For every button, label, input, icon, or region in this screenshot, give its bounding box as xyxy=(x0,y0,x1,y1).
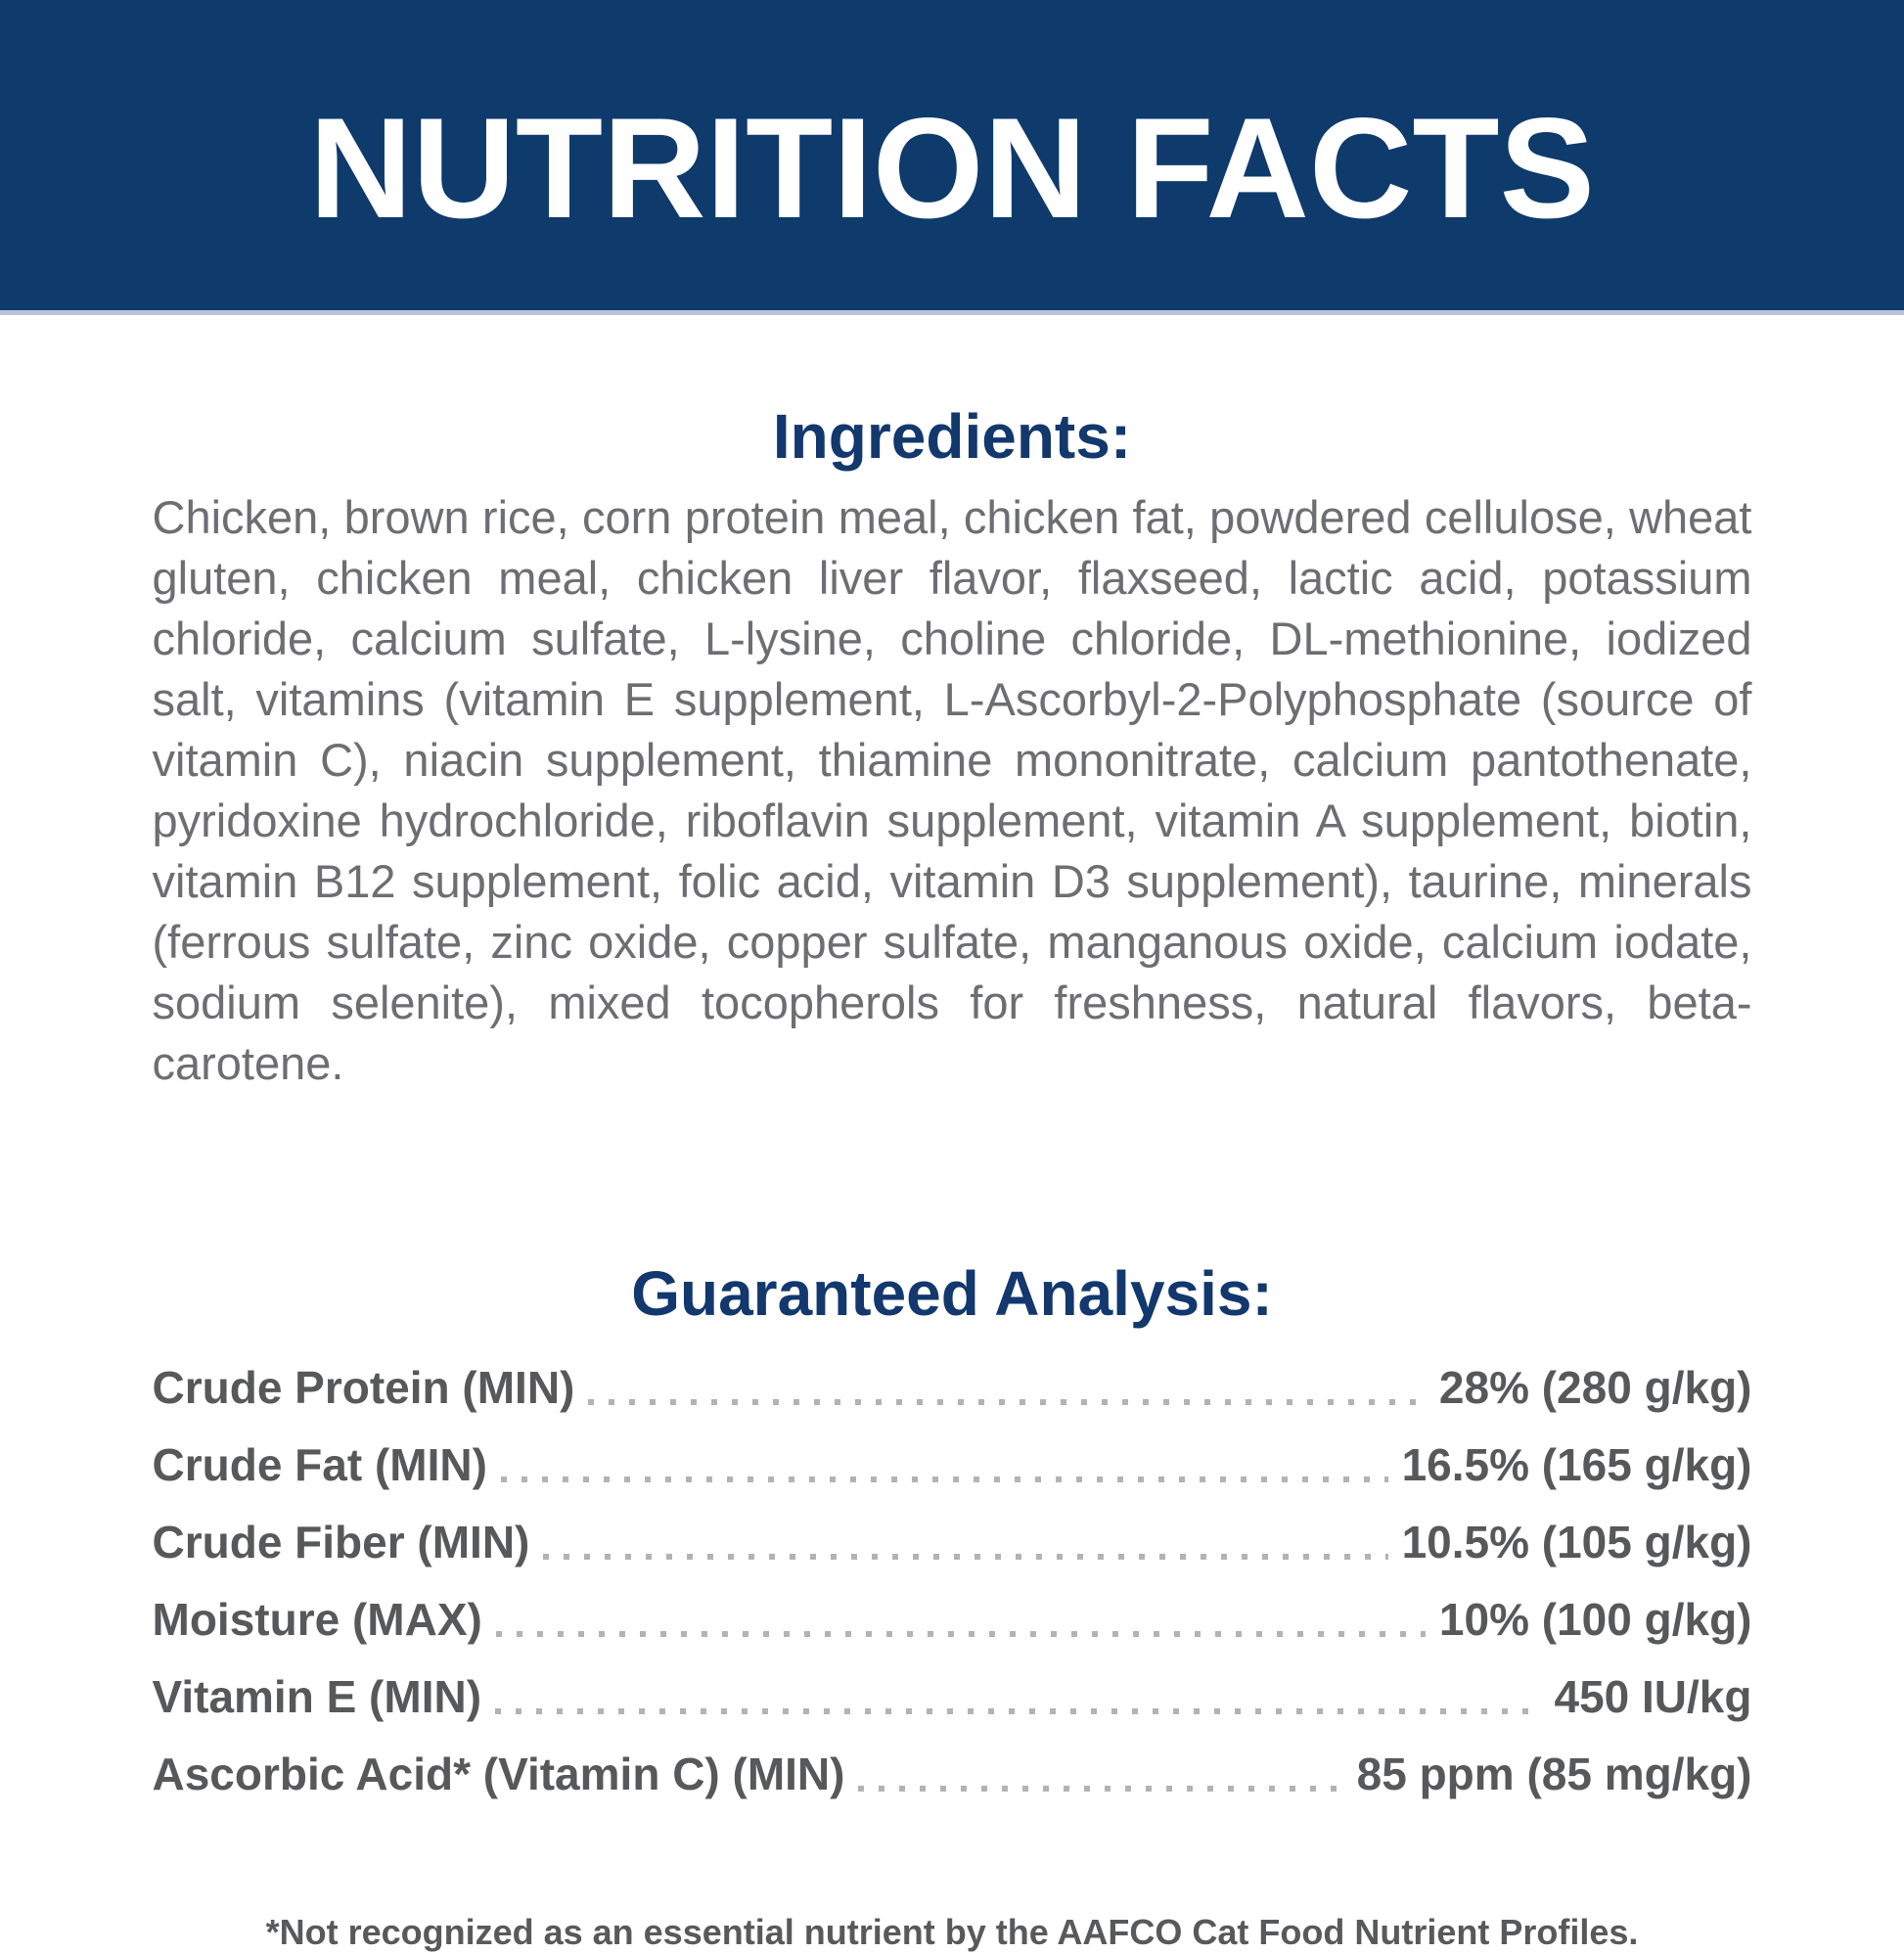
analysis-row-value: 28% (280 g/kg) xyxy=(1438,1362,1752,1414)
analysis-row-value: 16.5% (165 g/kg) xyxy=(1401,1439,1752,1491)
ingredients-heading: Ingredients: xyxy=(772,401,1132,472)
analysis-row-value: 10% (100 g/kg) xyxy=(1438,1594,1752,1646)
guaranteed-analysis-table xyxy=(152,1362,1752,1800)
analysis-row-label: Crude Fiber (MIN) xyxy=(152,1517,530,1568)
header-banner xyxy=(0,0,1904,315)
analysis-row xyxy=(152,1362,1752,1414)
analysis-row-value: 450 IU/kg xyxy=(1554,1671,1752,1723)
dotted-leader xyxy=(496,1631,1426,1637)
dotted-leader xyxy=(501,1476,1388,1482)
analysis-row xyxy=(152,1671,1752,1723)
aafco-footnote: *Not recognized as an essential nutrient by the AAFCO Cat Food Nutrient Profiles. xyxy=(265,1912,1639,1953)
analysis-row xyxy=(152,1517,1752,1568)
dotted-leader xyxy=(543,1554,1387,1560)
dotted-leader xyxy=(495,1708,1540,1714)
page-title: NUTRITION FACTS xyxy=(309,87,1595,248)
analysis-row xyxy=(152,1594,1752,1646)
guaranteed-analysis-heading: Guaranteed Analysis: xyxy=(631,1257,1273,1329)
analysis-row-value: 10.5% (105 g/kg) xyxy=(1401,1517,1752,1568)
analysis-row-label: Crude Fat (MIN) xyxy=(152,1439,487,1491)
analysis-row-label: Crude Protein (MIN) xyxy=(152,1362,575,1414)
analysis-row-label: Ascorbic Acid* (Vitamin C) (MIN) xyxy=(152,1749,845,1800)
dotted-leader xyxy=(858,1786,1342,1792)
analysis-row-label: Moisture (MAX) xyxy=(152,1594,482,1646)
analysis-row xyxy=(152,1439,1752,1491)
analysis-row xyxy=(152,1749,1752,1800)
ingredients-paragraph: Chicken, brown rice, corn protein meal, chicken fat, powdered cellulose, wheat gluten, chicken meal, chicken liver flavor, flaxseed, lactic acid, potassium chloride, calcium sulfate, L-lysine, choline chloride, DL-methionine, iodized salt, vitamins (vitamin E supplement, L-Ascorbyl-2-Polyphosphate (source of vitamin C), niacin supplement, thiamine mononitrate, calcium pantothenate, pyridoxine hydrochloride, riboflavin supplement, vitamin A supplement, biotin, vitamin B12 supplement, folic acid, vitamin D3 supplement), taurine, minerals (ferrous sulfate, zinc oxide, copper sulfate, manganous oxide, calcium iodate, sodium selenite), mixed tocopherols for freshness, natural flavors, beta-carotene. xyxy=(152,490,1752,1089)
analysis-row-value: 85 ppm (85 mg/kg) xyxy=(1356,1749,1752,1800)
dotted-leader xyxy=(588,1399,1426,1405)
analysis-row-label: Vitamin E (MIN) xyxy=(152,1671,482,1723)
